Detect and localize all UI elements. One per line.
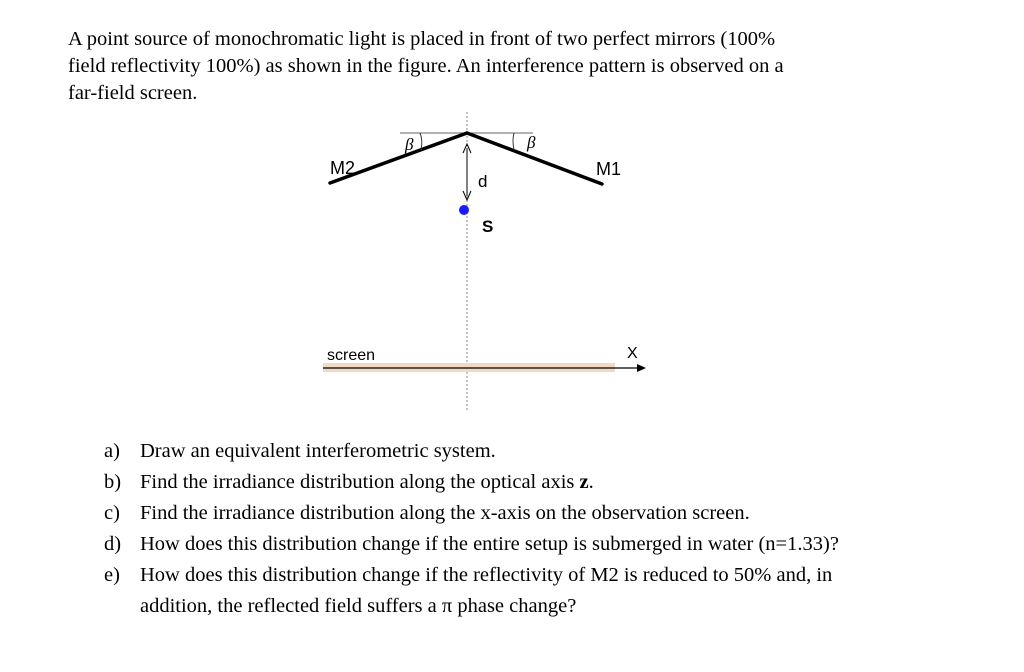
- point-source: [459, 205, 469, 215]
- question-text: Find the irradiance distribution along the x-axis on the observation screen.: [140, 502, 750, 524]
- question-letter: [104, 591, 140, 622]
- question-item: [104, 498, 984, 529]
- distance-label: d: [478, 172, 488, 191]
- angle-label-right: β: [527, 133, 536, 152]
- question-item: [104, 529, 984, 560]
- angle-arc-right: [513, 133, 514, 150]
- intro-line-3: far-field screen.: [68, 82, 198, 104]
- question-list: [104, 436, 984, 622]
- screen-label: screen: [327, 347, 376, 364]
- angle-label-left: β: [405, 135, 414, 154]
- question-letter: e): [104, 564, 120, 586]
- x-axis-label: X: [627, 345, 638, 362]
- intro-line-2: field reflectivity 100%) as shown in the figure. An interference pattern is observed on a: [68, 55, 784, 77]
- question-text: Draw an equivalent interferometric system.: [140, 440, 496, 462]
- source-label: S: [482, 217, 494, 236]
- question-item: [104, 467, 984, 498]
- question-text: How does this distribution change if the reflectivity of M2 is reduced to 50% and, in: [140, 564, 833, 586]
- angle-arc-left: [420, 133, 422, 150]
- x-axis-arrowhead: [637, 364, 646, 372]
- question-letter: b): [104, 471, 122, 493]
- question-letter: d): [104, 533, 122, 555]
- question-letter: c): [104, 502, 120, 524]
- question-item-continuation: [104, 591, 984, 622]
- question-item: [104, 560, 984, 591]
- question-text: addition, the reflected field suffers a π phase change?: [140, 595, 577, 617]
- mirror-m2-label: M2: [330, 158, 356, 178]
- intro-line-1: A point source of monochromatic light is placed in front of two perfect mirrors (100%: [68, 28, 776, 50]
- axis-z-emphasis: z: [579, 471, 589, 493]
- mirror-m1-label: M1: [596, 159, 622, 179]
- question-item: [104, 436, 984, 467]
- question-text: How does this distribution change if the entire setup is submerged in water (n=1.33)?: [140, 533, 839, 555]
- question-text: Find the irradiance distribution along the optical axis z.: [140, 471, 594, 493]
- question-letter: a): [104, 440, 120, 462]
